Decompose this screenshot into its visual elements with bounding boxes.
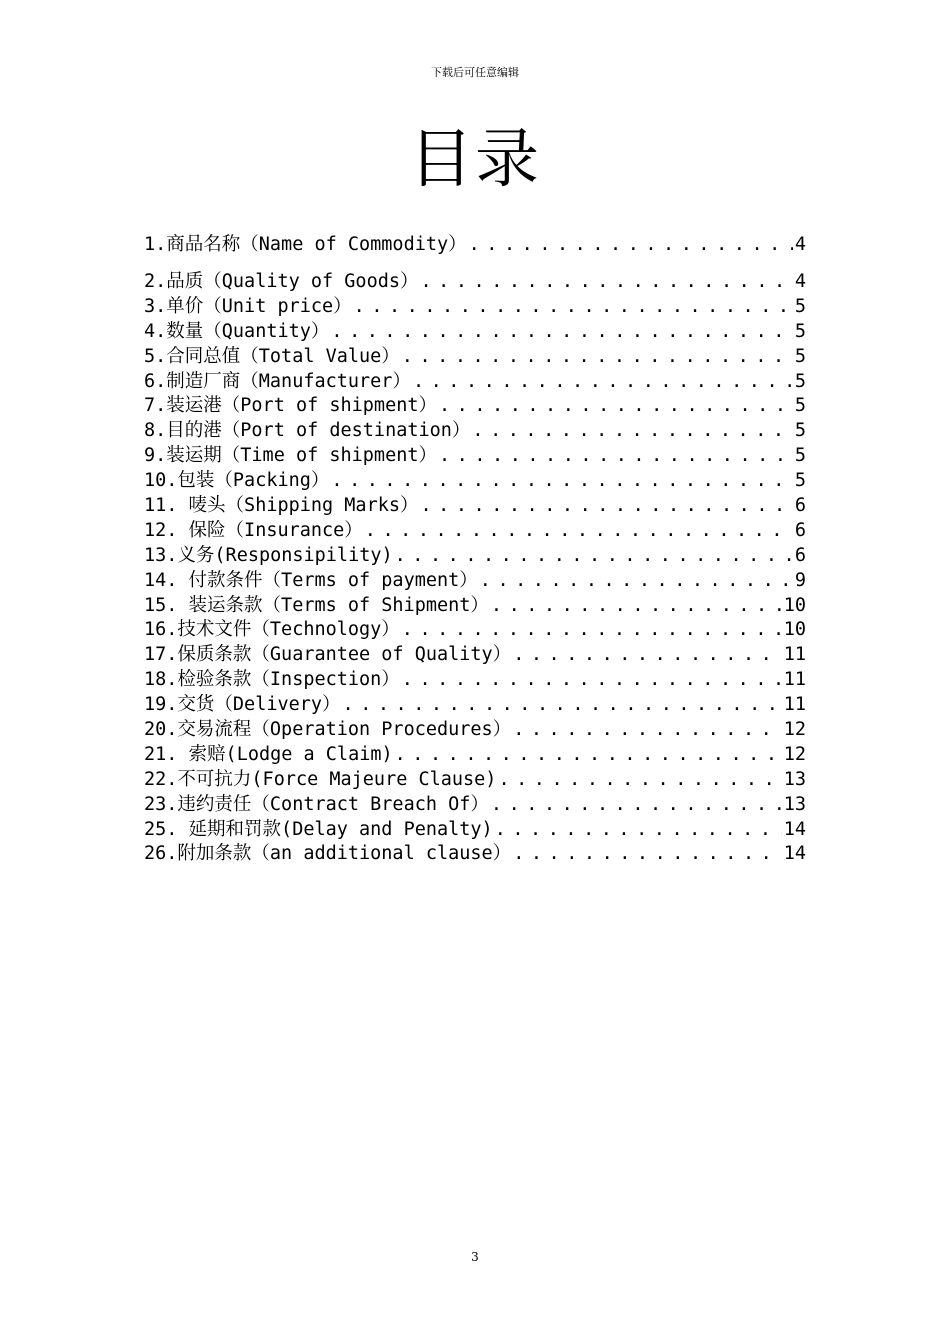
toc-entry-page: 5 <box>794 345 806 367</box>
toc-entry[interactable] <box>144 469 806 494</box>
toc-entry[interactable] <box>144 768 806 793</box>
toc-dot-leader <box>395 743 782 768</box>
toc-entry-label: 23.违约责任（Contract Breach Of） <box>144 793 489 815</box>
toc-entry[interactable] <box>144 643 806 668</box>
toc-dot-leader <box>491 793 782 818</box>
toc-entry[interactable] <box>144 718 806 743</box>
toc-entry-label: 18.检验条款（Inspection） <box>144 669 400 691</box>
toc-entry[interactable] <box>144 842 806 867</box>
toc-entry-label: 12. 保险（Insurance） <box>144 519 363 541</box>
toc-entry-label: 26.附加条款（an additional clause） <box>144 843 512 865</box>
toc-entry-label: 3.单价（Unit price） <box>144 295 352 317</box>
toc-entry-label: 13.义务(Responsipility) <box>144 544 393 566</box>
toc-entry[interactable] <box>144 295 806 320</box>
toc-entry-page: 10 <box>783 594 806 616</box>
toc-entry[interactable] <box>144 618 806 643</box>
toc-entry-page: 11 <box>783 694 806 716</box>
toc-entry[interactable] <box>144 320 806 345</box>
toc-entry-page: 6 <box>794 519 806 541</box>
toc-dot-leader <box>439 394 793 419</box>
toc-entry[interactable] <box>144 519 806 544</box>
toc-entry[interactable] <box>144 818 806 843</box>
page-number: 3 <box>471 1250 479 1264</box>
toc-entry-page: 4 <box>794 271 806 292</box>
toc-dot-leader <box>402 668 782 693</box>
toc-entry-page: 5 <box>794 420 806 442</box>
toc-entry[interactable] <box>144 233 806 270</box>
toc-entry[interactable] <box>144 544 806 569</box>
toc-dot-leader <box>439 444 793 469</box>
toc-entry-label: 16.技术文件（Technology） <box>144 619 400 641</box>
toc-dot-leader <box>469 233 793 258</box>
toc-entry-page: 5 <box>794 445 806 467</box>
toc-entry[interactable] <box>144 793 806 818</box>
toc-entry-page: 5 <box>794 295 806 317</box>
toc-dot-leader <box>420 494 792 519</box>
toc-entry-page: 13 <box>783 793 806 815</box>
toc-entry-label: 25. 延期和罚款(Delay and Penalty) <box>144 818 493 840</box>
toc-entry-label: 5.合同总值（Total Value） <box>144 345 400 367</box>
toc-entry[interactable] <box>144 394 806 419</box>
toc-entry-page: 12 <box>783 719 806 741</box>
toc-dot-leader <box>331 320 792 345</box>
toc-entry[interactable] <box>144 743 806 768</box>
toc-entry-label: 17.保质条款（Guarantee of Quality） <box>144 644 512 666</box>
toc-entry-label: 8.目的港（Port of destination） <box>144 420 471 442</box>
toc-entry[interactable] <box>144 345 806 370</box>
toc-dot-leader <box>402 618 782 643</box>
toc-entry[interactable] <box>144 444 806 469</box>
toc-dot-leader <box>354 295 793 320</box>
toc-entry[interactable] <box>144 419 806 444</box>
toc-entry-label: 11. 唛头（Shipping Marks） <box>144 495 419 517</box>
toc-dot-leader <box>495 818 782 843</box>
toc-entry-label: 1.商品名称（Name of Commodity） <box>144 234 467 255</box>
toc-dot-leader <box>365 519 793 544</box>
page-title: 目录 <box>409 123 541 197</box>
toc-entry[interactable] <box>144 594 806 619</box>
toc-entry-page: 13 <box>783 768 806 790</box>
toc-entry-label: 22.不可抗力(Force Majeure Clause) <box>144 768 497 790</box>
toc-entry-page: 6 <box>794 495 806 517</box>
table-of-contents <box>144 233 806 867</box>
toc-entry-label: 19.交货（Delivery） <box>144 694 341 716</box>
toc-dot-leader <box>480 569 793 594</box>
toc-entry-label: 10.包装（Packing） <box>144 470 330 492</box>
toc-entry-page: 12 <box>783 743 806 765</box>
toc-entry[interactable] <box>144 494 806 519</box>
toc-entry-label: 9.装运期（Time of shipment） <box>144 445 437 467</box>
toc-entry-label: 6.制造厂商（Manufacturer） <box>144 370 411 392</box>
toc-dot-leader <box>513 842 782 867</box>
toc-entry-label: 14. 付款条件（Terms of payment） <box>144 569 478 591</box>
toc-dot-leader <box>343 693 782 718</box>
toc-entry-page: 5 <box>794 320 806 342</box>
toc-entry-label: 4.数量（Quantity） <box>144 320 330 342</box>
toc-entry[interactable] <box>144 569 806 594</box>
toc-entry-page: 10 <box>783 619 806 641</box>
toc-entry-label: 21. 索赔(Lodge a Claim) <box>144 743 393 765</box>
toc-entry-label: 7.装运港（Port of shipment） <box>144 395 437 417</box>
toc-dot-leader <box>395 544 793 569</box>
toc-entry-page: 4 <box>794 234 806 255</box>
toc-dot-leader <box>491 594 782 619</box>
toc-entry-page: 14 <box>783 818 806 840</box>
toc-entry-page: 6 <box>794 544 806 566</box>
toc-entry-page: 5 <box>794 395 806 417</box>
toc-entry[interactable] <box>144 693 806 718</box>
toc-dot-leader <box>331 469 792 494</box>
toc-entry-page: 5 <box>794 370 806 392</box>
toc-dot-leader <box>413 370 793 395</box>
toc-dot-leader <box>513 718 782 743</box>
toc-dot-leader <box>513 643 782 668</box>
toc-entry[interactable] <box>144 370 806 395</box>
toc-entry-page: 14 <box>783 843 806 865</box>
toc-dot-leader <box>420 270 792 295</box>
toc-entry-page: 11 <box>783 644 806 666</box>
toc-entry[interactable] <box>144 270 806 295</box>
toc-entry[interactable] <box>144 668 806 693</box>
toc-dot-leader <box>498 768 781 793</box>
toc-entry-label: 2.品质（Quality of Goods） <box>144 271 419 292</box>
toc-entry-page: 11 <box>783 669 806 691</box>
toc-entry-label: 20.交易流程（Operation Procedures） <box>144 719 512 741</box>
toc-dot-leader <box>402 345 793 370</box>
header-note: 下载后可任意编辑 <box>431 66 519 79</box>
toc-dot-leader <box>472 419 792 444</box>
toc-entry-page: 9 <box>794 569 806 591</box>
toc-entry-label: 15. 装运条款（Terms of Shipment） <box>144 594 489 616</box>
toc-entry-page: 5 <box>794 470 806 492</box>
